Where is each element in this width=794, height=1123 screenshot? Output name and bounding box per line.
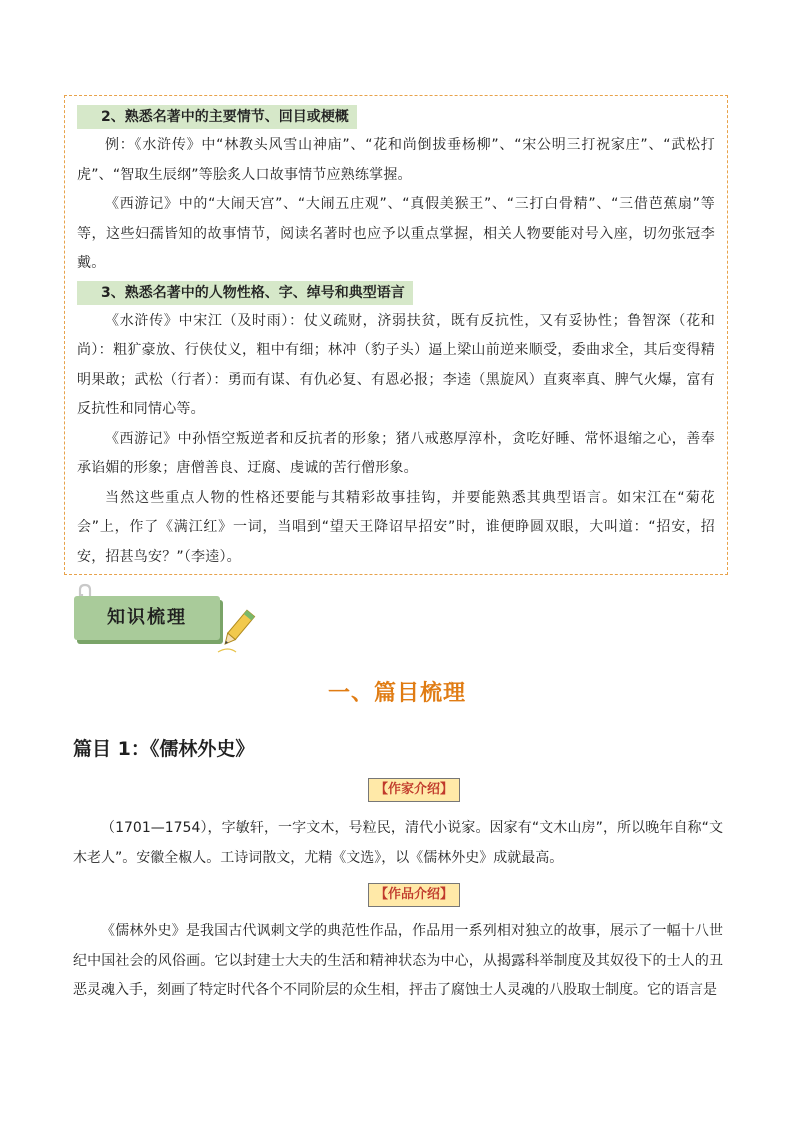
paragraph-xiyou-plot: 《西游记》中的“大闹天宫”、“大闹五庄观”、“真假美猴王”、“三打白骨精”、“三借芭蕉扇”等等，这些妇孺皆知的故事情节，阅读名著时也应予以重点掌握，相关人物要能对号入座，切勿张冠李戴。 bbox=[77, 196, 715, 271]
paragraph-shuihu-plot: 例：《水浒传》中“林教头风雪山神庙”、“花和尚倒拔垂杨柳”、“宋公明三打祝家庄”、“武松打虎”、“智取生辰纲”等脍炙人口故事情节应熟练掌握。 bbox=[77, 137, 715, 183]
knowledge-banner bbox=[74, 596, 220, 640]
paragraph-xiyou-characters: 《西游记》中孙悟空叛逆者和反抗者的形象；猪八戒憨厚淳朴，贪吃好睡、常怀退缩之心，善奉承谄媚的形象；唐僧善良、迂腐、虔诚的苦行僧形象。 bbox=[77, 430, 715, 476]
section-title: 一、篇目梳理 bbox=[327, 681, 466, 706]
pencil-icon bbox=[214, 606, 258, 656]
subheading-characters: 3、熟悉名著中的人物性格、字、绰号和典型语言 bbox=[77, 281, 413, 305]
chapter-title: 篇目 1：《儒林外史》 bbox=[73, 738, 255, 760]
work-intro-text: 《儒林外史》是我国古代讽刺文学的典范性作品，作品用一系列相对独立的故事，展示了一幅十八世纪中国社会的风俗画。它以封建士大夫的生活和精神状态为中心，从揭露科举制度及其奴役下的士人的丑恶灵魂入手，刻画了特定时代各个不同阶层的众生相，抨击了腐蚀士人灵魂的八股取士制度。它的语言是 bbox=[73, 923, 723, 998]
tag-work-intro: 【作品介绍】 bbox=[368, 883, 460, 907]
key-points-box bbox=[64, 95, 728, 575]
subheading-plot: 2、熟悉名著中的主要情节、回目或梗概 bbox=[77, 105, 357, 129]
banner-label: 知识梳理 bbox=[107, 607, 187, 628]
tag-author-intro: 【作家介绍】 bbox=[368, 778, 460, 802]
paragraph-shuihu-characters: 《水浒传》中宋江（及时雨）：仗义疏财，济弱扶贫，既有反抗性，又有妥协性；鲁智深（花和尚）：粗犷豪放、行侠仗义，粗中有细；林冲（豹子头）逼上梁山前逆来顺受，委曲求全，其后变得精明果敢；武松（行者）：勇而有谋、有仇必复、有恩必报；李逵（黑旋风）直爽率真、脾气火爆，富有反抗性和同情心等。 bbox=[77, 312, 715, 417]
paragraph-typical-language: 当然这些重点人物的性格还要能与其精彩故事挂钩，并要能熟悉其典型语言。如宋江在“菊花会”上，作了《满江红》一词，当唱到“望天王降诏早招安”时，谁便睁圆双眼，大叫道：“招安，招安，招甚鸟安？”（李逵）。 bbox=[77, 489, 715, 565]
author-intro-text: （1701—1754），字敏轩，一字文木，号粒民，清代小说家。因家有“文木山房”，所以晚年自称“文木老人”。安徽全椒人。工诗词散文，尤精《文选》，以《儒林外史》成就最高。 bbox=[73, 820, 723, 866]
